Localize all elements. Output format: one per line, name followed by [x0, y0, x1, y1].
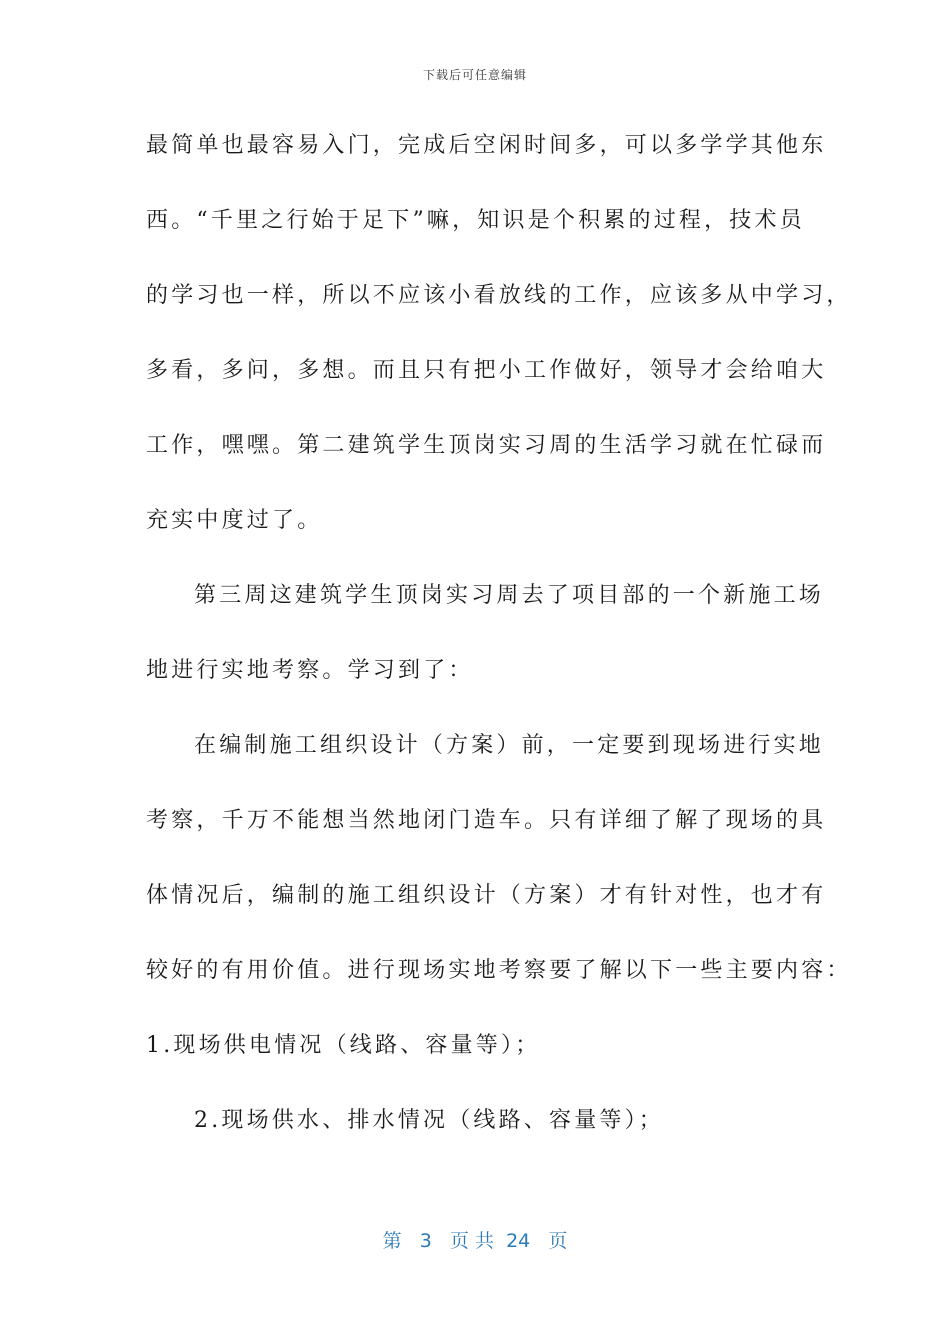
page-footer: [0, 1226, 950, 1253]
footer-suffix: 页: [548, 1230, 568, 1252]
document-body: [146, 124, 852, 1174]
text-line: 体情况后，编制的施工组织设计（方案）才有针对性，也才有: [146, 883, 827, 908]
paragraph-start-line: 在编制施工组织设计（方案）前，一定要到现场进行实地: [194, 733, 825, 758]
footer-total-pages: 24: [506, 1230, 531, 1252]
footer-prefix: 第: [382, 1230, 402, 1252]
text-line: 的学习也一样，所以不应该小看放线的工作，应该多从中学习，: [146, 283, 852, 308]
text-line: 地进行实地考察。学习到了：: [146, 658, 474, 683]
text-line: 充实中度过了。: [146, 508, 323, 533]
page-header-note: 下载后可任意编辑: [422, 68, 527, 82]
list-item: 1.现场供电情况（线路、容量等）；: [146, 1033, 541, 1058]
text-line: 多看，多问，多想。而且只有把小工作做好，领导才会给咱大: [146, 358, 827, 383]
text-line: 考察，千万不能想当然地闭门造车。只有详细了解了现场的具: [146, 808, 827, 833]
text-line: 西。“千里之行始于足下”嘛，知识是个积累的过程，技术员: [146, 208, 805, 233]
paragraph-start-line: 第三周这建筑学生顶岗实习周去了项目部的一个新施工场: [194, 583, 825, 608]
footer-current-page: 3: [419, 1230, 432, 1252]
text-line: 最简单也最容易入门，完成后空闲时间多，可以多学学其他东: [146, 133, 827, 158]
text-line: 工作，嘿嘿。第二建筑学生顶岗实习周的生活学习就在忙碌而: [146, 433, 827, 458]
text-line: 较好的有用价值。进行现场实地考察要了解以下一些主要内容：: [146, 958, 852, 983]
footer-middle: 页 共: [449, 1230, 494, 1252]
list-item: 2.现场供水、排水情况（线路、容量等）；: [194, 1108, 664, 1133]
